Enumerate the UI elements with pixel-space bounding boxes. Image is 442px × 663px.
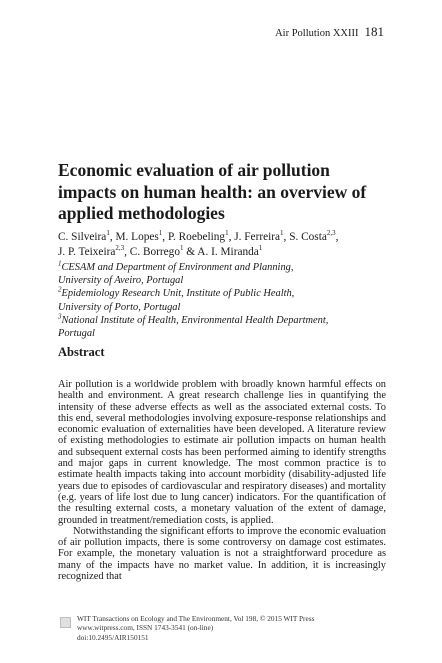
footer-line: www.witpress.com, ISSN 1743-3541 (on-line) [77,623,214,633]
publisher-footer [60,614,390,642]
author-separator: & [183,246,198,258]
abstract-paragraph-2 [58,526,386,582]
affiliation-text: Epidemiology Research Unit, Institute of Public Health, [61,288,295,300]
abstract-line: Notwithstanding the significant efforts to improve the economic evaluation of [58,525,386,549]
page-number: 181 [364,24,384,39]
author-separator: , [335,231,339,243]
author-name: M. Lopes [115,231,159,243]
author-name: C. Silveira [58,231,107,243]
author-affiliation-mark: 1 [179,244,184,253]
author-affiliation-mark: 1 [280,229,284,238]
abstract-line: impacts have no market value. In addition, it is increasingly recognized that [58,559,386,583]
abstract-line: monetary valuation of the extent of damage, grounded in treatment/remediation [58,503,386,526]
author-name: S. Costa [289,231,327,243]
author-affiliation-mark: 2,3 [326,229,336,238]
author-separator: , [228,231,235,243]
abstract-line: into account morbidity (disability-adjusted life years due to episodes of [58,469,386,492]
author-affiliation-mark: 1 [106,229,110,238]
abstract-heading: Abstract [58,345,105,359]
abstract-line: air pollution impacts, there is some controversy on damage cost estimates. For [58,537,386,560]
affiliation-line [58,327,388,340]
publisher-logo-icon [60,617,71,628]
affiliation-line [58,314,388,327]
abstract-line: costs, is applied. [204,514,274,526]
paper-title: Economic evaluation of air pollution impacts on human health: an overview of applied methodologies [58,160,367,223]
affiliation-mark: 1 [58,259,62,268]
abstract-line: external costs has been performed aiming to identify strengths and major gaps in [58,446,386,470]
abstract-line: of these adverse effects as well as the associated external costs. To this end, several [58,401,386,424]
affiliation-line [58,274,388,287]
journal-name: Air Pollution XXIII [275,28,359,39]
author-name: J. Ferreira [234,231,281,243]
affiliation-list [58,261,388,340]
abstract-paragraph-1 [58,379,386,526]
abstract-line: Air pollution is a worldwide problem with broadly known harmful effects on [58,379,386,390]
abstract-line: current knowledge. The most common practice is to estimate health impacts taking [58,458,386,481]
author-line-1 [58,230,388,245]
footer-line: doi:10.2495/AIR150151 [77,632,149,642]
author-separator: , [109,231,116,243]
author-affiliation-mark: 1 [258,244,263,253]
author-list [58,230,388,260]
footer-line: WIT Transactions on Ecology and The Environment, Vol 198, © 2015 WIT Press [77,614,315,623]
abstract-line: methodologies to estimate air pollution impacts on human health and subsequent [58,435,386,458]
affiliation-text: National Institute of Health, Environmental Health Department, [61,314,329,326]
abstract-line: cardiovascular and respiratory diseases) and mortality (e.g. years of life lost due [58,480,386,503]
author-name: J. P. Teixeira [58,246,116,258]
affiliation-mark: 2 [58,285,62,294]
footer-text [77,614,314,642]
abstract-body [58,379,386,582]
affiliation-text: University of Aveiro, Portugal [58,275,184,287]
affiliation-line [58,301,388,314]
author-name: A. I. Miranda [197,246,259,258]
author-affiliation-mark: 1 [225,229,229,238]
abstract-line: to lung cancer) indicators. For the quantification of the resulting external costs, a [58,491,386,515]
author-name: C. Borrego [129,246,180,258]
author-affiliation-mark: 2,3 [115,244,125,253]
abstract-line: methodologies involving exposure-response relationships and economic [58,412,386,436]
author-name: P. Roebeling [167,231,226,243]
affiliation-mark: 3 [58,312,62,321]
running-header [275,24,384,40]
abstract-line: health and environment. A great research challenge lies in quantifying the intensity [58,390,386,413]
abstract-line: example, the monetary valuation is not a straightforward procedure as many of the [58,548,386,571]
author-line-2 [58,245,388,260]
affiliation-text: University of Porto, Portugal [58,301,181,313]
affiliation-text: Portugal [58,328,95,340]
author-separator: , [124,246,130,258]
author-affiliation-mark: 1 [158,229,163,238]
author-separator: , [283,231,290,243]
affiliation-text: CESAM and Department of Environment and Planning, [61,262,294,273]
author-separator: , [162,231,168,243]
abstract-line: evaluation of externalities have been developed. A literature review of existing [58,424,386,447]
affiliation-line [58,287,388,300]
affiliation-line [58,261,388,274]
